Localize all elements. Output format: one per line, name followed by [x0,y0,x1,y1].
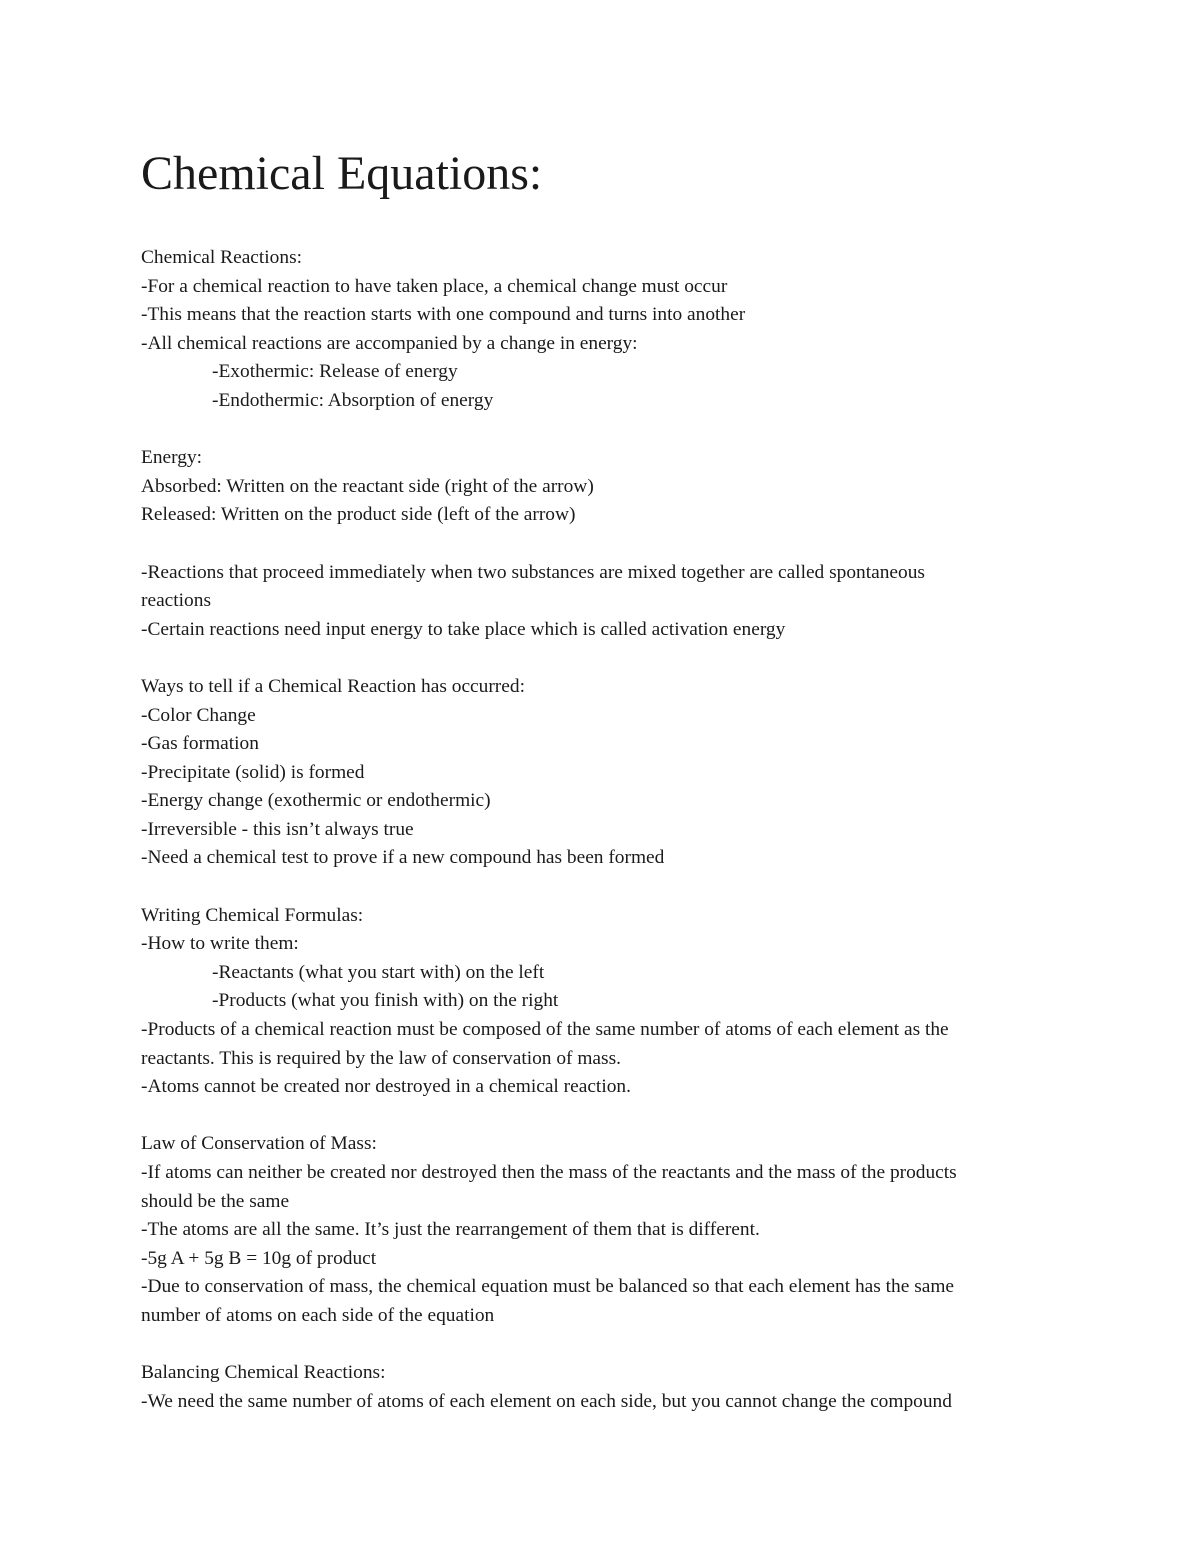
text-line: -Precipitate (solid) is formed [141,761,365,783]
text-line: -Exothermic: Release of energy [212,361,458,383]
text-line: Law of Conservation of Mass: [141,1133,377,1155]
text-line: Writing Chemical Formulas: [141,904,364,926]
text-line: -This means that the reaction starts with one compound and turns into another [141,304,746,326]
text-line: -All chemical reactions are accompanied by a change in energy: [141,332,638,354]
text-line: -Irreversible - this isn’t always true [141,818,414,840]
text-line: Energy: [141,447,203,469]
section-block [141,559,1071,645]
text-line: -Atoms cannot be created nor destroyed in a chemical reaction. [141,1076,631,1098]
section-block [141,673,1071,873]
text-line: -For a chemical reaction to have taken place, a chemical change must occur [141,275,728,297]
section-block [141,444,1071,530]
text-line: -Energy change (exothermic or endothermic) [141,790,491,812]
text-line: -How to write them: [141,933,299,955]
section-block [141,1359,1071,1416]
text-line: -If atoms can neither be created nor destroyed then the mass of the reactants and the mass of the products [141,1162,957,1183]
text-line: -Due to conservation of mass, the chemical equation must be balanced so that each element has the same [141,1276,955,1298]
text-line: -The atoms are all the same. It’s just the rearrangement of them that is different. [141,1219,760,1241]
text-line: -Certain reactions need input energy to take place which is called activation energy [141,618,786,640]
text-line: -Gas formation [141,733,259,755]
text-line: Released: Written on the product side (left of the arrow) [141,504,576,526]
text-line: -5g A + 5g B = 10g of product [141,1247,377,1269]
text-line: Balancing Chemical Reactions: [141,1362,386,1384]
section-block [141,902,1071,1102]
text-line: -Color Change [141,704,256,726]
text-line: -Endothermic: Absorption of energy [212,389,494,411]
text-line: Absorbed: Written on the reactant side (right of the arrow) [141,475,594,497]
text-line: -Reactions that proceed immediately when two substances are mixed together are called spontaneous [141,561,925,583]
page-title: Chemical Equations: [141,147,543,200]
document-body [141,142,1071,1445]
text-line: -Need a chemical test to prove if a new compound has been formed [141,847,665,869]
section-block [141,244,1071,416]
text-line: reactants. This is required by the law of conservation of mass. [141,1047,621,1069]
text-line: number of atoms on each side of the equation [141,1304,495,1326]
text-line: -Products of a chemical reaction must be composed of the same number of atoms of each element as the [141,1019,949,1041]
document-sections [141,244,1071,1416]
text-line: -We need the same number of atoms of each element on each side, but you cannot change the compound [141,1390,952,1412]
text-line: should be the same [141,1190,290,1212]
text-line: -Products (what you finish with) on the right [212,990,559,1012]
text-line: Ways to tell if a Chemical Reaction has occurred: [141,675,525,697]
text-line: Chemical Reactions: [141,247,303,268]
text-line: reactions [141,590,211,612]
text-line: -Reactants (what you start with) on the left [212,961,545,983]
section-block [141,1130,1071,1330]
